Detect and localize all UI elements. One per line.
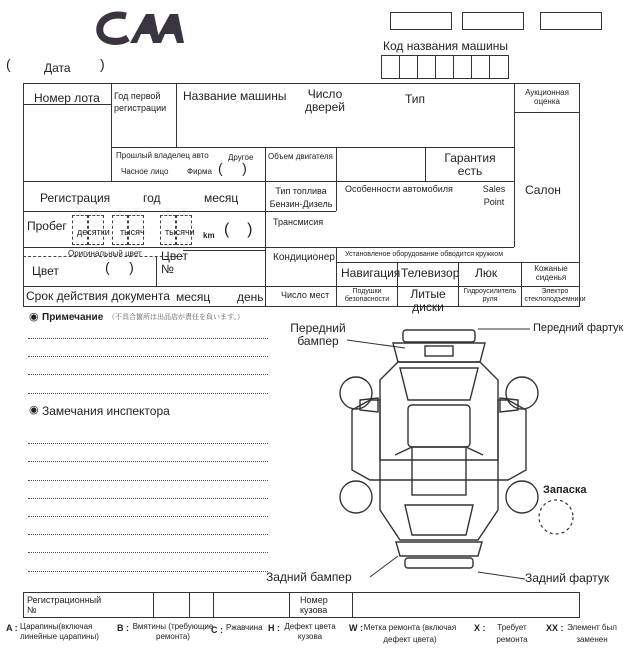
inspector-line[interactable]	[28, 552, 268, 553]
car-code-label: Код названия машины	[383, 39, 508, 53]
doors-label: Число дверей	[305, 87, 345, 114]
auction-grade-label: Аукционная оценка	[525, 88, 569, 106]
navigation-label: Навигация	[341, 266, 401, 280]
air-conditioner-label: Кондиционер	[273, 252, 335, 263]
features-label: Особенности автомобиля	[345, 184, 453, 194]
legend-code-a: A :	[6, 623, 18, 633]
date-label: Дата	[44, 61, 71, 75]
inspector-line[interactable]	[28, 443, 268, 444]
alloy-wheels-label: Литые диски	[410, 287, 446, 314]
inspector-label: Замечания инспектора	[42, 404, 170, 418]
transmission-label: Трансмисия	[273, 217, 324, 227]
top-box-1[interactable]	[390, 12, 452, 30]
remarks-bullet: ◉	[29, 311, 39, 323]
power-windows-label: Электро стеклоподъемники	[524, 288, 586, 303]
tv-label: Телевизор	[401, 266, 460, 280]
fuel-type-label: Тип топлива Бензин-Дизель	[269, 186, 333, 209]
thousands1-label: тысяч	[120, 227, 145, 237]
inspector-line[interactable]	[28, 534, 268, 535]
warranty-label: Гарантия есть	[444, 151, 496, 178]
rear-bumper-label: Задний бампер	[266, 570, 352, 584]
type-label: Тип	[405, 92, 426, 106]
inspector-bullet: ◉	[29, 404, 39, 416]
month-label: месяц	[204, 191, 239, 205]
first-reg-year-label: Год первой регистрации	[114, 91, 167, 113]
color-label: Цвет	[32, 264, 59, 278]
date-close-paren: )	[100, 56, 105, 72]
legend-text-w: Метка ремонта (включая дефект цвета)	[363, 623, 457, 644]
legend-text-a: Царапины(включая линейные царапины)	[20, 622, 99, 641]
color-no-label: Цвет №	[161, 249, 188, 276]
legend-code-x: X :	[474, 623, 486, 633]
spare-label: Запаска	[543, 484, 587, 496]
rear-left-wheel	[340, 481, 372, 513]
power-steering-label: Гидроусилитель руля	[463, 288, 517, 303]
doc-validity-label: Срок действия документа	[26, 289, 170, 303]
remarks-line[interactable]	[28, 393, 268, 394]
legend-text-h: Дефект цвета кузова	[284, 622, 336, 641]
spare-tire	[539, 500, 573, 534]
prev-owner-label: Прошлый владелец авто	[116, 151, 209, 160]
company-label: Фирма	[187, 167, 212, 176]
front-left-wheel	[340, 377, 372, 409]
registration-label: Регистрация	[40, 191, 111, 205]
sales-point-label: Sales Point	[482, 184, 506, 207]
sunroof-label: Люк	[475, 266, 498, 280]
inspector-line[interactable]	[28, 516, 268, 517]
mileage-label: Пробег	[27, 219, 67, 233]
thousands2-label: тысячи	[165, 227, 195, 237]
remarks-line[interactable]	[28, 356, 268, 357]
year-label: год	[143, 191, 161, 205]
doc-day-label: день	[237, 290, 264, 304]
remarks-label: Примечание	[42, 312, 104, 323]
km-paren: ( )	[224, 221, 253, 238]
rear-apron-label: Задний фартук	[525, 571, 610, 585]
interior-label: Салон	[525, 183, 561, 197]
remarks-note: （不具合箇所は出品店が責任を負います。）	[108, 314, 244, 321]
date-open-paren: (	[6, 56, 11, 72]
front-apron-label: Передний фартук	[533, 322, 624, 334]
color-paren: ( )	[105, 259, 134, 275]
private-person-label: Часное лицо	[121, 167, 169, 176]
legend-code-h: H :	[268, 623, 280, 633]
legend-text-c: Ржавчина	[226, 623, 263, 632]
legend-code-c: C :	[211, 625, 223, 635]
remarks-line[interactable]	[28, 374, 268, 375]
front-right-wheel	[506, 377, 538, 409]
legend-text-xx: Элемент был заменен	[567, 623, 617, 644]
legend-code-xx: XX :	[546, 623, 564, 633]
remarks-line[interactable]	[28, 338, 268, 339]
car-name-label: Название машины	[183, 89, 287, 103]
inspector-line[interactable]	[28, 498, 268, 499]
top-box-3[interactable]	[540, 12, 602, 30]
legend-text-b: Вмятины (требующие ремонта)	[132, 622, 214, 641]
company-paren: ( )	[218, 160, 247, 176]
inspector-line[interactable]	[28, 480, 268, 481]
caa-logo	[96, 10, 188, 46]
inspector-line[interactable]	[28, 461, 268, 462]
legend-code-w: W :	[349, 623, 363, 633]
engine-volume-label: Объем двигателя	[268, 152, 333, 161]
legend-code-b: B :	[117, 623, 129, 633]
rear-right-wheel	[506, 481, 538, 513]
doc-month-label: месяц	[176, 290, 211, 304]
km-label: km	[203, 231, 215, 240]
caa-logo-mark	[96, 10, 188, 46]
body-number-label: Номер кузова	[300, 595, 328, 615]
front-bumper-label: Передний бампер	[290, 321, 346, 348]
leather-seats-label: Кожаные сиденья	[534, 264, 568, 282]
lot-number-label: Номер лота	[34, 91, 100, 105]
inspector-line[interactable]	[28, 571, 268, 572]
top-box-2[interactable]	[462, 12, 524, 30]
original-color-label: Оригинальный цвет	[68, 249, 142, 258]
legend-text-x: Требует ремонта	[496, 623, 528, 644]
other-label: Другое	[228, 153, 254, 162]
installed-equipment-label: Установленое оборудование обводится кружком	[345, 251, 504, 258]
seats-label: Число мест	[281, 290, 330, 300]
reg-number-label: Регистрационный №	[27, 595, 102, 615]
tens-label: десятки	[77, 227, 110, 237]
airbags-label: Подушки безопасности	[344, 288, 390, 303]
